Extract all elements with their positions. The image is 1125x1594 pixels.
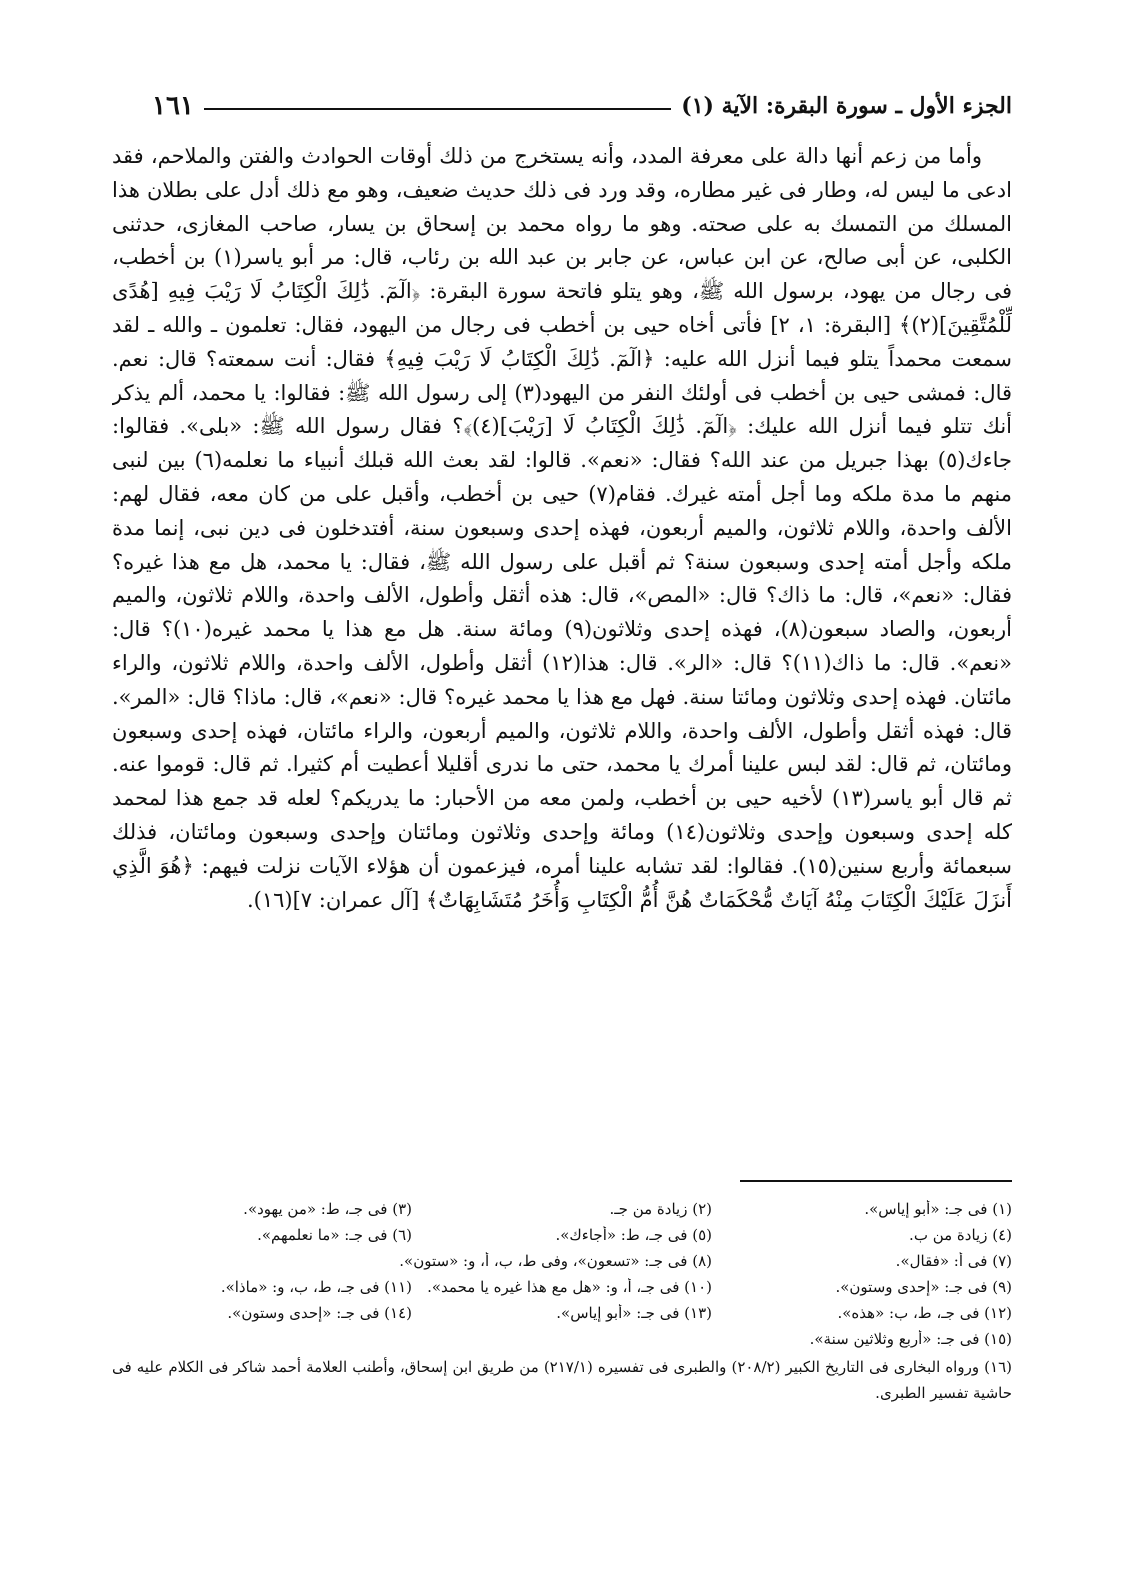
footnote: (١١) فى جـ، ط، ب، و: «ماذا». [220, 1278, 412, 1296]
footnote: (٢) زيادة من جـ. [609, 1200, 712, 1218]
header-title: الجزء الأول ـ سورة البقرة: الآية (١) [681, 93, 1012, 119]
footnote: (٥) فى جـ، ط: «أجاءك». [555, 1226, 712, 1244]
running-header [152, 84, 1012, 128]
footnote-row [112, 1222, 1012, 1248]
footnote-separator [740, 1180, 1012, 1182]
footnote-row [112, 1196, 1012, 1222]
footnote: (١٤) فى جـ: «إحدى وستون». [227, 1304, 412, 1322]
footnote-row [112, 1274, 1012, 1300]
footnote: (١٣) فى جـ: «أبو إياس». [556, 1304, 712, 1322]
footnote: (١٠) فى جـ، أ، و: «هل مع هذا غيره يا محمد». [427, 1278, 712, 1296]
footnote: (١٥) فى جـ: «أربع وثلاثين سنة». [809, 1330, 1012, 1348]
footnote-row [112, 1248, 1012, 1274]
footnote-row [112, 1326, 1012, 1352]
page-number: ١٦١ [152, 91, 194, 121]
footnote: (١٢) فى جـ، ط، ب: «هذه». [837, 1304, 1012, 1322]
footnote: (٧) فى أ: «فقال». [895, 1252, 1012, 1270]
header-rule [204, 108, 671, 110]
footnote: (٩) فى جـ: «إحدى وستون». [835, 1278, 1012, 1296]
footnote: (٤) زيادة من ب. [909, 1226, 1012, 1244]
footnote-long: (١٦) ورواه البخارى فى التاريخ الكبير (٢٠٨/٢) والطبرى فى تفسيره (٢١٧/١) من طريق ابن إسحاق، وأطنب العلامة أحمد شاكر فى الكلام عليه فى حاشية تفسير الطبرى. [112, 1358, 1013, 1402]
footnote: (١) فى جـ: «أبو إياس». [864, 1200, 1012, 1218]
footnote: (٨) فى جـ: «تسعون»، وفى ط، ب، أ، و: «ستون». [399, 1252, 712, 1270]
footnote: (٣) فى جـ، ط: «من يهود». [243, 1200, 412, 1218]
footnotes [112, 1196, 1012, 1406]
footnote-row [112, 1300, 1012, 1326]
footnote: (٦) فى جـ: «ما نعلمهم». [257, 1226, 412, 1244]
main-text: وأما من زعم أنها دالة على معرفة المدد، وأنه يستخرج من ذلك أوقات الحوادث والفتن والملاحم، فقد ادعى ما ليس له، وطار فى غير مطاره، وقد ورد فى ذلك حديث ضعيف، وهو مع ذلك أدل على بطلان هذا المسلك من التمسك به على صحته. وهو ما رواه محمد بن إسحاق بن يسار، صاحب المغازى، حدثنى الكلبى، عن أبى صالح، عن ابن عباس، عن جابر بن عبد الله بن رئاب، قال: مر أبو ياسر(١) بن أخطب، فى رجال من يهود، برسول الله ﷺ، وهو يتلو فاتحة سورة البقرة: ﴿الٓمٓ. ذَٰلِكَ الْكِتَابُ لَا رَيْبَ فِيهِ [هُدًى لِّلْمُتَّقِينَ](٢)﴾ [البقرة: ١، ٢] فأتى أخاه حيى بن أخطب فى رجال من اليهود، فقال: تعلمون ـ والله ـ لقد سمعت محمداً يتلو فيما أنزل الله عليه: ﴿الٓمٓ. ذَٰلِكَ الْكِتَابُ لَا رَيْبَ فِيهِ﴾ فقال: أنت سمعته؟ قال: نعم. قال: فمشى حيى بن أخطب فى أولئك النفر من اليهود(٣) إلى رسول الله ﷺ: فقالوا: يا محمد، ألم يذكر أنك تتلو فيما أنزل الله عليك: ﴿الٓمٓ. ذَٰلِكَ الْكِتَابُ لَا [رَيْبَ](٤)﴾؟ فقال رسول الله ﷺ: «بلى». فقالوا: جاءك(٥) بهذا جبريل من عند الله؟ فقال: «نعم». قالوا: لقد بعث الله قبلك أنبياء ما نعلمه(٦) بين لنبى منهم ما مدة ملكه وما أجل أمته غيرك. فقام(٧) حيى بن أخطب، وأقبل على من كان معه، فقال لهم: الألف واحدة، واللام ثلاثون، والميم أربعون، فهذه إحدى وسبعون سنة، أفتدخلون فى دين نبى، إنما مدة ملكه وأجل أمته إحدى وسبعون سنة؟ ثم أقبل على رسول الله ﷺ، فقال: يا محمد، هل مع هذا غيره؟ فقال: «نعم»، قال: ما ذاك؟ قال: «المص»، قال: هذه أثقل وأطول، الألف واحدة، واللام ثلاثون، والميم أربعون، والصاد سبعون(٨)، فهذه إحدى وثلاثون(٩) ومائة سنة. هل مع هذا يا محمد غيره(١٠)؟ قال: «نعم». قال: ما ذاك(١١)؟ قال: «الر». قال: هذا(١٢) أثقل وأطول، الألف واحدة، واللام ثلاثون، والراء مائتان. فهذه إحدى وثلاثون ومائتا سنة. فهل مع هذا يا محمد غيره؟ قال: «نعم»، قال: ماذا؟ قال: «المر». قال: فهذه أثقل وأطول، الألف واحدة، واللام ثلاثون، والميم أربعون، والراء مائتان، فهذه إحدى وسبعون ومائتان، ثم قال: لقد لبس علينا أمرك يا محمد، حتى ما ندرى أقليلا أعطيت أم كثيرا. ثم قال: قوموا عنه. ثم قال أبو ياسر(١٣) لأخيه حيى بن أخطب، ولمن معه من الأحبار: ما يدريكم؟ لعله قد جمع هذا لمحمد كله إحدى وسبعون وإحدى وثلاثون(١٤) ومائة وإحدى وثلاثون ومائتان وإحدى وسبعون ومائتان، فذلك سبعمائة وأربع سنين(١٥). فقالوا: لقد تشابه علينا أمره، فيزعمون أن هؤلاء الآيات نزلت فيهم: ﴿هُوَ الَّذِي أَنزَلَ عَلَيْكَ الْكِتَابَ مِنْهُ آيَاتٌ مُّحْكَمَاتٌ هُنَّ أُمُّ الْكِتَابِ وَأُخَرُ مُتَشَابِهَاتٌ﴾ [آل عمران: ٧](١٦). [112, 144, 1012, 912]
